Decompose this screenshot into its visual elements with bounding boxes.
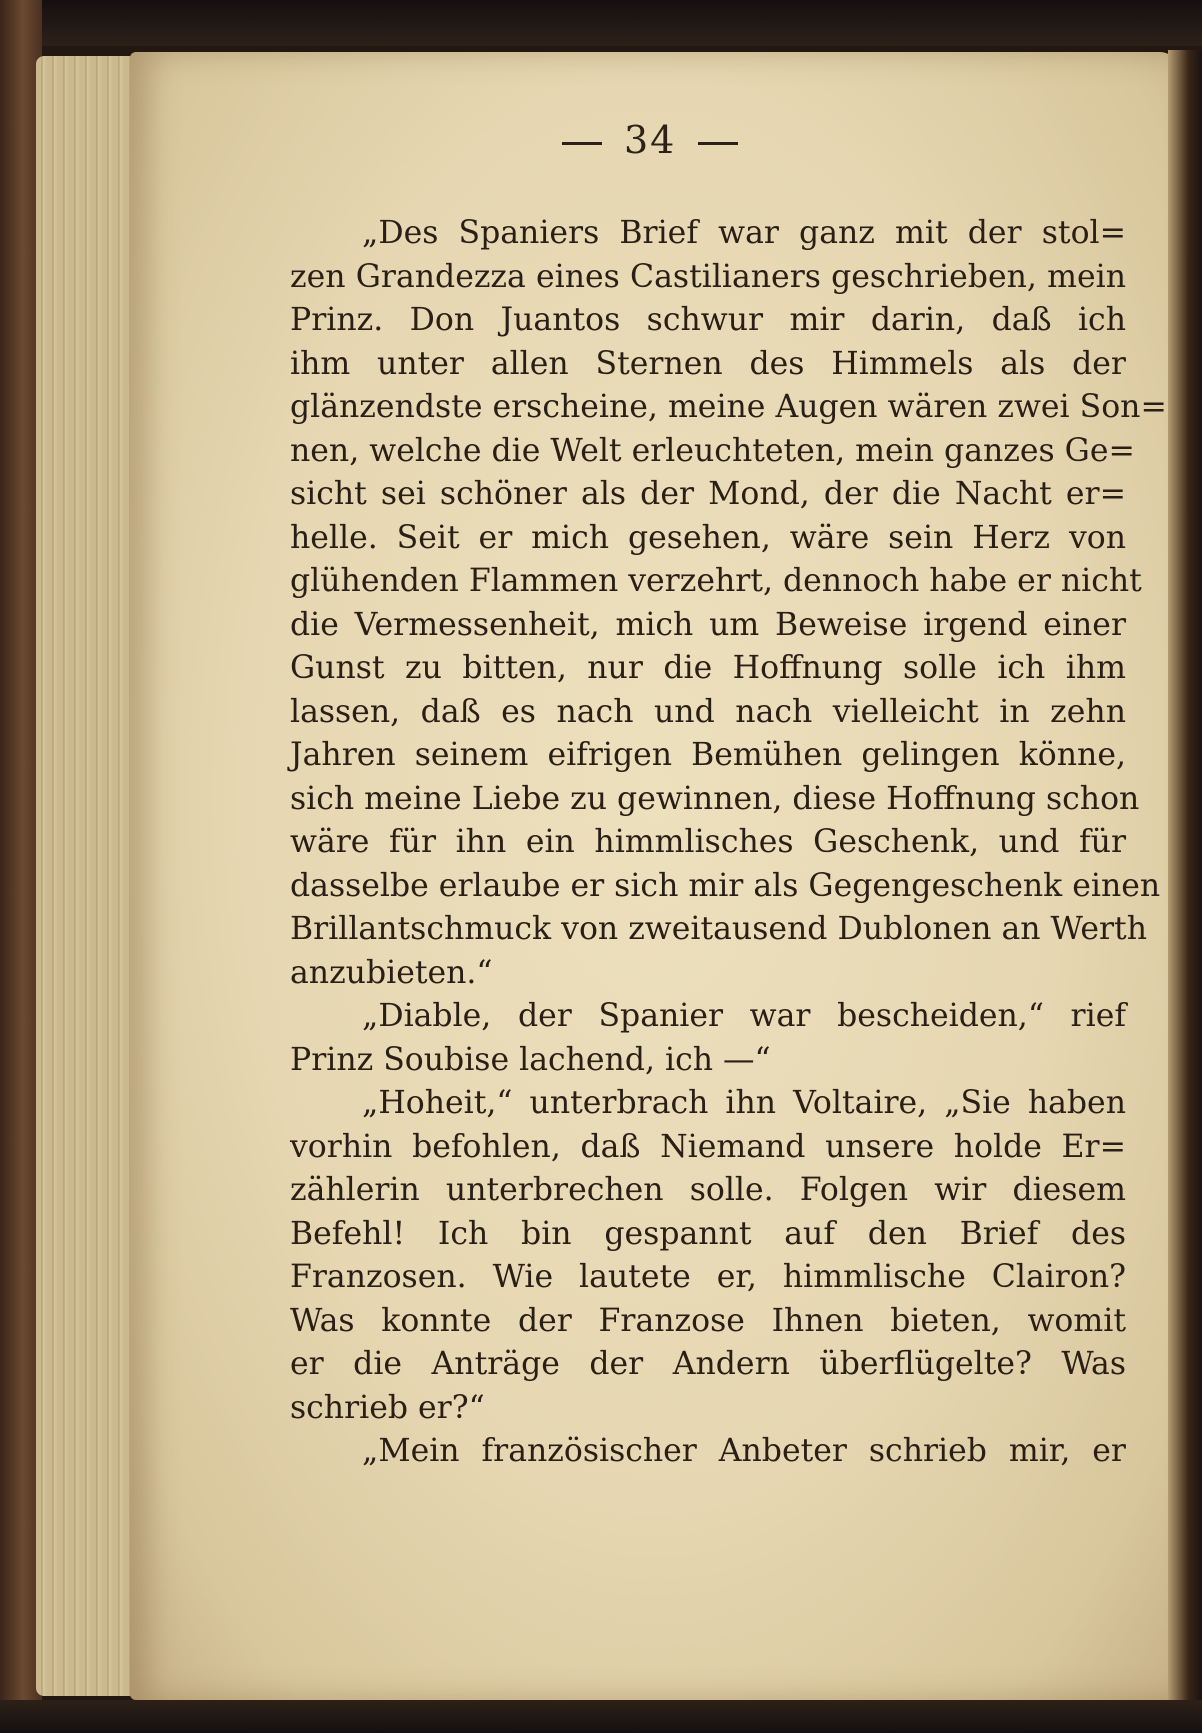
text-line: lassen, daß es nach und nach vielleicht in zehn — [290, 693, 1126, 730]
page-text-block — [290, 212, 1167, 1474]
text-line: „Hoheit,“ unterbrach ihn Voltaire, „Sie haben — [362, 1085, 1126, 1121]
text-line: „Diable, der Spanier war bescheiden,“ rief — [362, 998, 1126, 1034]
text-line: Prinz Soubise lachend, ich —“ — [290, 1041, 771, 1078]
text-line: Prinz. Don Juantos schwur mir darin, daß ich — [290, 302, 1126, 338]
page-number-value: 34 — [624, 118, 677, 162]
text-line: glühenden Flammen verzehrt, dennoch habe er nicht — [290, 563, 1142, 599]
text-line: schrieb er?“ — [290, 1389, 485, 1426]
text-line: „Des Spaniers Brief war ganz mit der stol= — [362, 215, 1126, 251]
book-binding-top — [0, 0, 1202, 46]
text-line: helle. Seit er mich gesehen, wäre sein Herz von — [290, 519, 1126, 556]
text-line: zen Grandezza eines Castilianers geschrieben, mein — [290, 258, 1126, 295]
page-number — [540, 118, 840, 162]
text-line: Was konnte der Franzose Ihnen bieten, womit — [290, 1302, 1126, 1339]
dash-right — [698, 142, 738, 145]
text-line: er die Anträge der Andern überflügelte? Was — [290, 1346, 1126, 1382]
text-line: sicht sei schöner als der Mond, der die Nacht er= — [290, 476, 1126, 512]
text-line: die Vermessenheit, mich um Beweise irgend einer — [290, 606, 1126, 643]
text-line: Jahren seinem eifrigen Bemühen gelingen könne, — [290, 737, 1126, 773]
text-line: dasselbe erlaube er sich mir als Gegengeschenk einen — [290, 867, 1161, 904]
text-line: „Mein französischer Anbeter schrieb mir, er — [362, 1433, 1126, 1469]
text-line: Brillantschmuck von zweitausend Dublonen an Werth — [290, 911, 1147, 947]
book-binding-bottom — [0, 1700, 1202, 1733]
text-line: sich meine Liebe zu gewinnen, diese Hoffnung schon — [290, 780, 1140, 817]
text-line: zählerin unterbrechen solle. Folgen wir diesem — [290, 1172, 1126, 1208]
book-gutter-right — [1168, 50, 1202, 1710]
text-line: nen, welche die Welt erleuchteten, mein ganzes Ge= — [290, 432, 1135, 469]
text-line: wäre für ihn ein himmlisches Geschenk, und für — [290, 824, 1126, 860]
text-line: Befehl! Ich bin gespannt auf den Brief des — [290, 1215, 1126, 1252]
text-line: anzubieten.“ — [290, 954, 493, 991]
dash-left — [562, 142, 602, 145]
text-line: vorhin befohlen, daß Niemand unsere holde Er= — [290, 1128, 1126, 1165]
text-line: Gunst zu bitten, nur die Hoffnung solle ich ihm — [290, 650, 1126, 686]
text-line: glänzendste erscheine, meine Augen wären zwei Son= — [290, 389, 1167, 425]
text-line: Franzosen. Wie lautete er, himmlische Clairon? — [290, 1259, 1126, 1295]
text-line: ihm unter allen Sternen des Himmels als der — [290, 345, 1126, 382]
